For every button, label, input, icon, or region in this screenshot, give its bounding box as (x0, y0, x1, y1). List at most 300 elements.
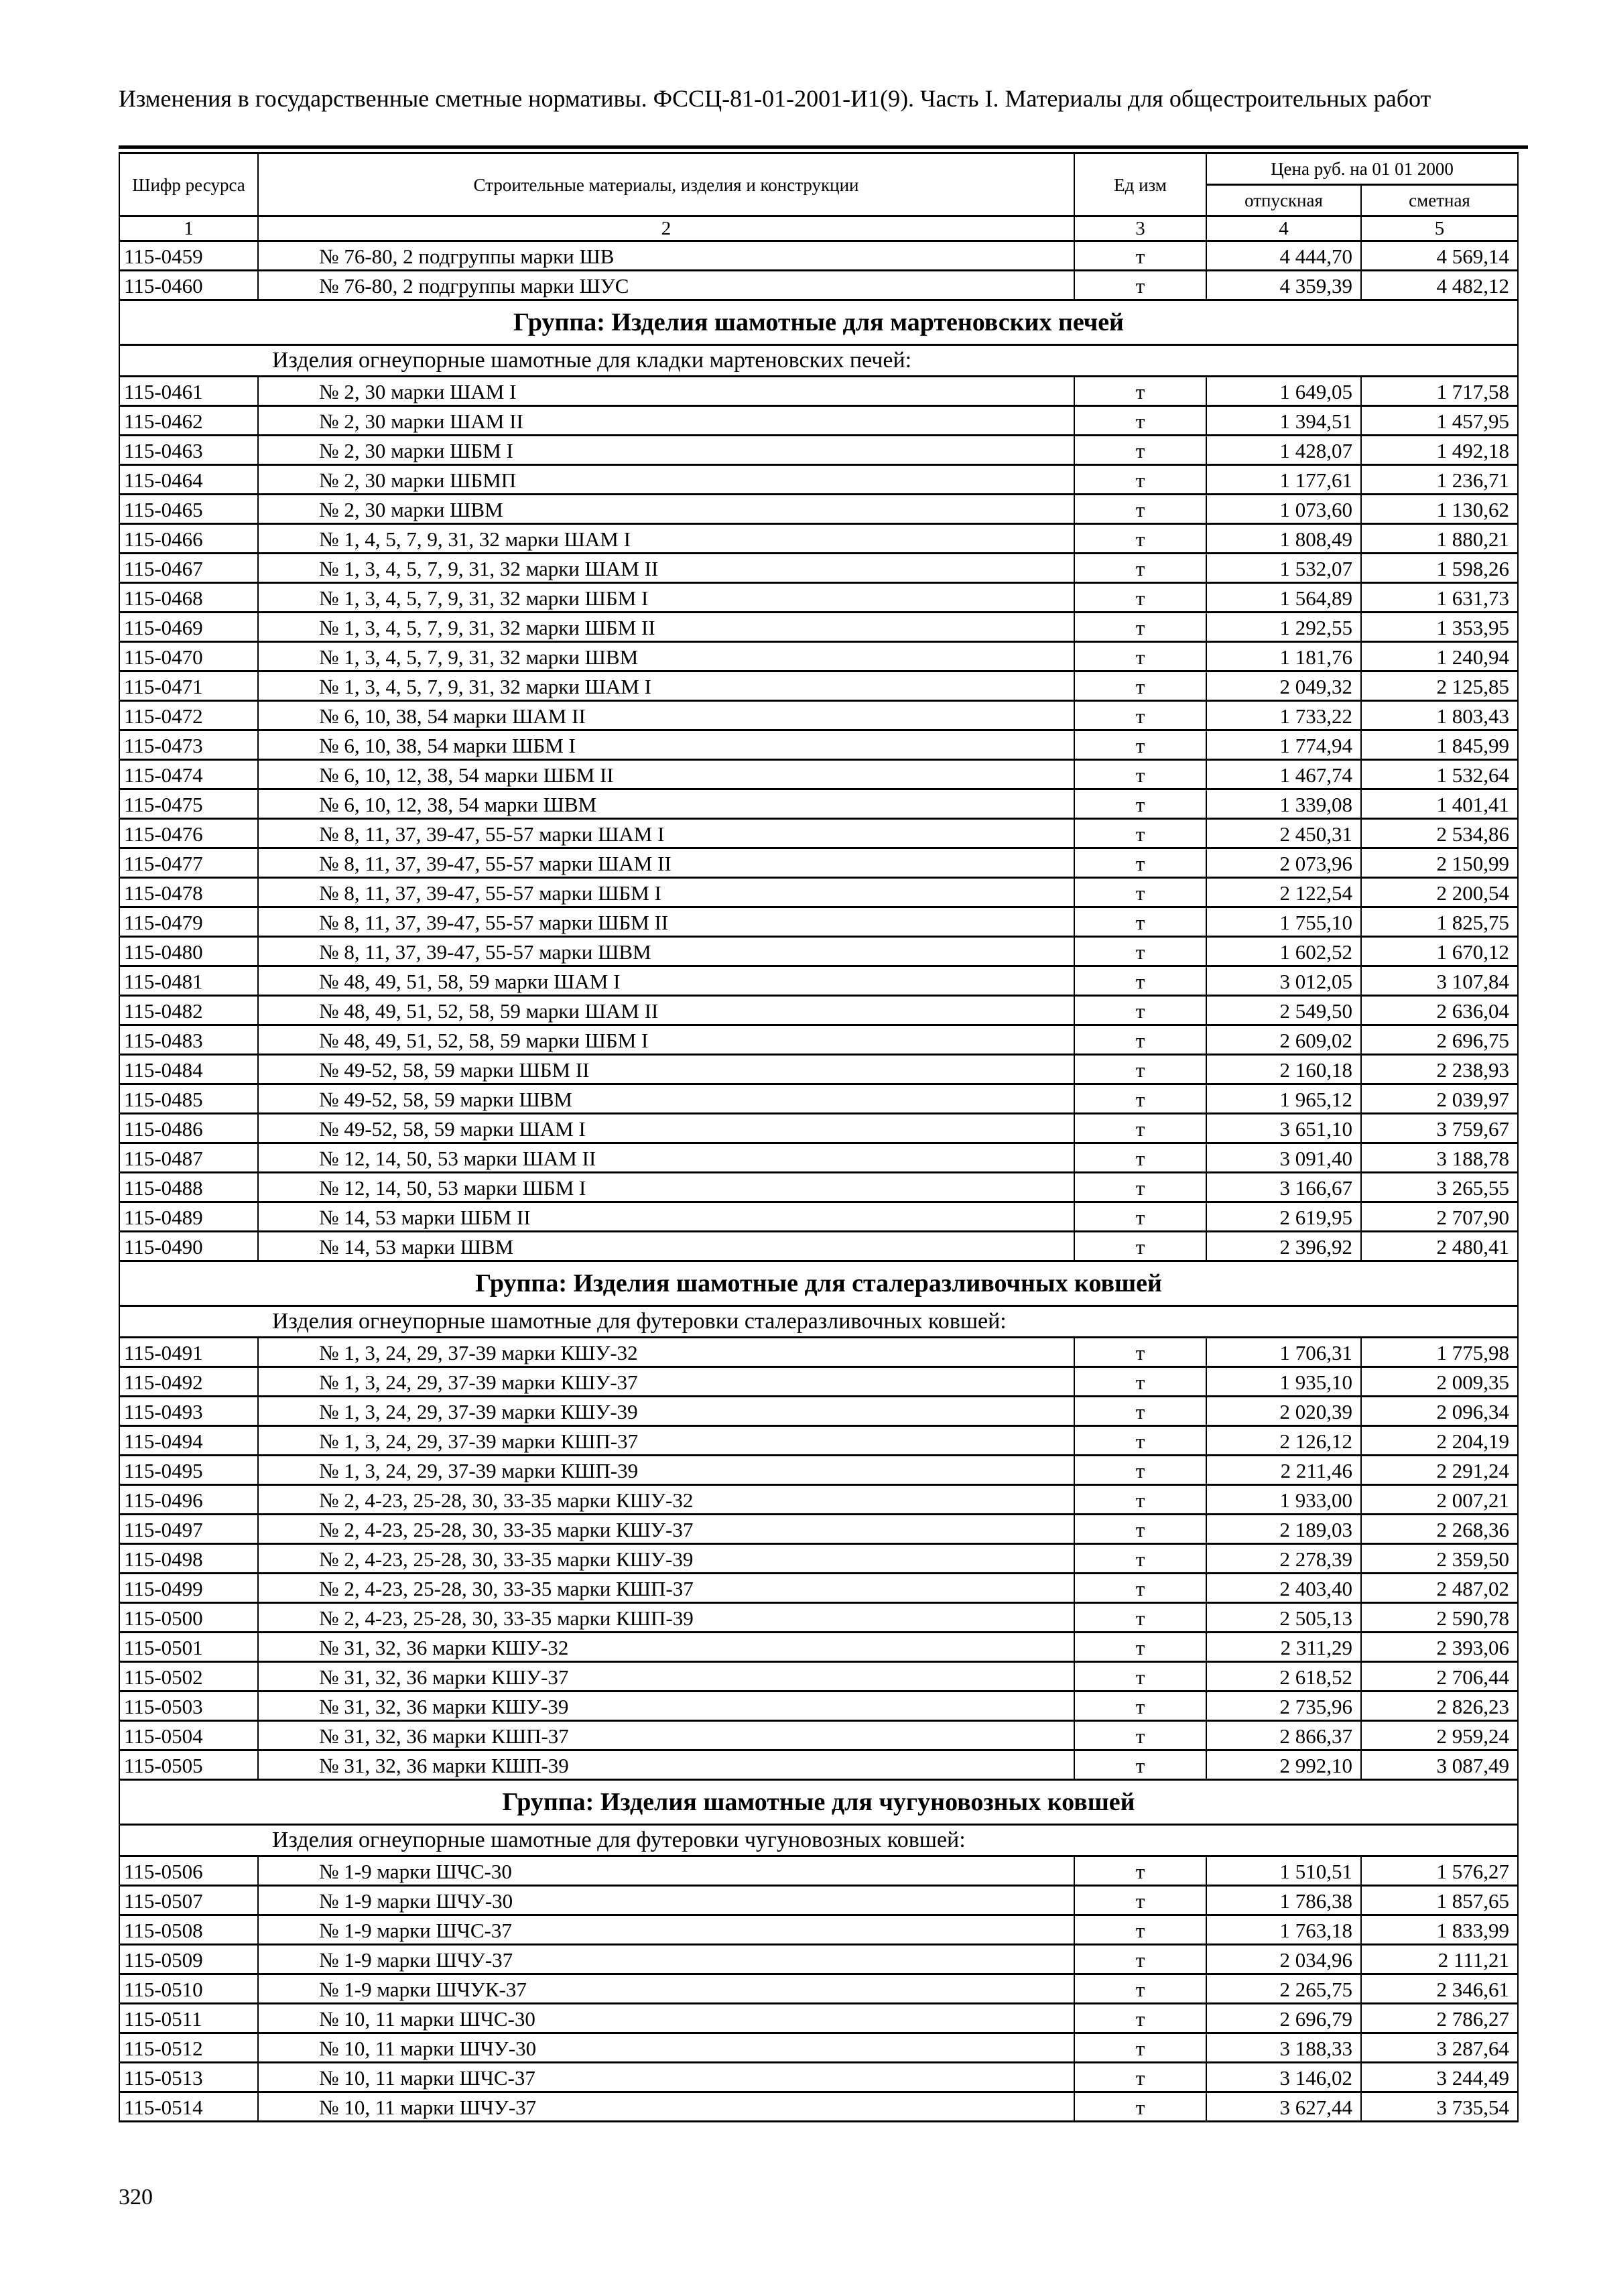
estimate-price: 2 534,86 (1361, 819, 1518, 848)
release-price: 2 403,40 (1206, 1574, 1361, 1603)
col-header-name: Строительные материалы, изделия и конструкции (258, 153, 1074, 216)
table-row (119, 1574, 1518, 1603)
release-price: 2 866,37 (1206, 1721, 1361, 1750)
material-name: № 1, 3, 4, 5, 7, 9, 31, 32 марки ШАМ II (258, 554, 1074, 583)
resource-code: 115-0483 (119, 1025, 258, 1055)
release-price: 1 933,00 (1206, 1485, 1361, 1515)
group-title: Группа: Изделия шамотные для сталеразливочных ковшей (119, 1261, 1518, 1306)
release-price: 3 651,10 (1206, 1114, 1361, 1143)
table-row (119, 819, 1518, 848)
material-name: № 2, 4-23, 25-28, 30, 33-35 марки КШП-39 (258, 1603, 1074, 1633)
table-row (119, 1025, 1518, 1055)
estimate-price: 1 130,62 (1361, 495, 1518, 524)
estimate-price: 2 393,06 (1361, 1633, 1518, 1662)
resource-code: 115-0462 (119, 406, 258, 436)
table-row (119, 2092, 1518, 2122)
estimate-price: 2 359,50 (1361, 1544, 1518, 1574)
estimate-price: 2 291,24 (1361, 1456, 1518, 1485)
table-row (119, 241, 1518, 271)
unit: т (1074, 1367, 1206, 1397)
material-name: № 1, 3, 24, 29, 37-39 марки КШП-37 (258, 1426, 1074, 1456)
material-name: № 1-9 марки ШЧС-30 (258, 1856, 1074, 1886)
material-name: № 1, 3, 4, 5, 7, 9, 31, 32 марки ШВМ (258, 642, 1074, 672)
material-name: № 2, 30 марки ШАМ I (258, 377, 1074, 406)
unit: т (1074, 1886, 1206, 1915)
resource-code: 115-0485 (119, 1084, 258, 1114)
resource-code: 115-0498 (119, 1544, 258, 1574)
unit: т (1074, 1633, 1206, 1662)
material-name: № 31, 32, 36 марки КШП-39 (258, 1750, 1074, 1780)
page-number: 320 (119, 2185, 153, 2210)
table-row (119, 789, 1518, 819)
estimate-price: 3 087,49 (1361, 1750, 1518, 1780)
release-price: 1 467,74 (1206, 760, 1361, 789)
release-price: 1 339,08 (1206, 789, 1361, 819)
resource-code: 115-0463 (119, 436, 258, 465)
resource-code: 115-0509 (119, 1945, 258, 1974)
resource-code: 115-0490 (119, 1232, 258, 1261)
estimate-price: 3 735,54 (1361, 2092, 1518, 2122)
release-price: 1 532,07 (1206, 554, 1361, 583)
table-row (119, 495, 1518, 524)
material-name: № 2, 30 марки ШАМ II (258, 406, 1074, 436)
material-name: № 31, 32, 36 марки КШУ-37 (258, 1662, 1074, 1692)
subgroup-row (119, 1306, 1518, 1338)
table-row (119, 271, 1518, 300)
estimate-price: 2 204,19 (1361, 1426, 1518, 1456)
estimate-price: 1 775,98 (1361, 1338, 1518, 1367)
material-name: № 8, 11, 37, 39-47, 55-57 марки ШБМ I (258, 878, 1074, 907)
material-name: № 48, 49, 51, 52, 58, 59 марки ШБМ I (258, 1025, 1074, 1055)
material-name: № 2, 4-23, 25-28, 30, 33-35 марки КШУ-37 (258, 1515, 1074, 1544)
material-name: № 1, 3, 24, 29, 37-39 марки КШП-39 (258, 1456, 1074, 1485)
resource-code: 115-0476 (119, 819, 258, 848)
release-price: 1 073,60 (1206, 495, 1361, 524)
unit: т (1074, 1750, 1206, 1780)
release-price: 3 091,40 (1206, 1143, 1361, 1173)
material-name: № 1, 3, 4, 5, 7, 9, 31, 32 марки ШБМ II (258, 613, 1074, 642)
unit: т (1074, 583, 1206, 613)
table-row (119, 436, 1518, 465)
table-row (119, 1367, 1518, 1397)
unit: т (1074, 1232, 1206, 1261)
resource-code: 115-0480 (119, 937, 258, 966)
estimate-price: 2 696,75 (1361, 1025, 1518, 1055)
col-header-estimate-price: сметная (1361, 185, 1518, 216)
release-price: 1 181,76 (1206, 642, 1361, 672)
material-name: № 1-9 марки ШЧУ-30 (258, 1886, 1074, 1915)
unit: т (1074, 642, 1206, 672)
release-price: 2 034,96 (1206, 1945, 1361, 1974)
material-name: № 2, 30 марки ШБМП (258, 465, 1074, 495)
group-title: Группа: Изделия шамотные для мартеновских печей (119, 300, 1518, 345)
release-price: 1 649,05 (1206, 377, 1361, 406)
unit: т (1074, 1025, 1206, 1055)
resource-code: 115-0506 (119, 1856, 258, 1886)
unit: т (1074, 1084, 1206, 1114)
release-price: 3 188,33 (1206, 2033, 1361, 2063)
estimate-price: 3 107,84 (1361, 966, 1518, 996)
estimate-price: 2 707,90 (1361, 1202, 1518, 1232)
resource-code: 115-0481 (119, 966, 258, 996)
unit: т (1074, 1143, 1206, 1173)
release-price: 2 396,92 (1206, 1232, 1361, 1261)
release-price: 2 122,54 (1206, 878, 1361, 907)
table-row (119, 583, 1518, 613)
estimate-price: 2 125,85 (1361, 672, 1518, 701)
release-price: 1 774,94 (1206, 730, 1361, 760)
material-name: № 2, 4-23, 25-28, 30, 33-35 марки КШП-37 (258, 1574, 1074, 1603)
unit: т (1074, 554, 1206, 583)
unit: т (1074, 996, 1206, 1025)
resource-code: 115-0479 (119, 907, 258, 937)
resource-code: 115-0474 (119, 760, 258, 789)
table-row (119, 907, 1518, 937)
material-name: № 10, 11 марки ШЧУ-30 (258, 2033, 1074, 2063)
table-row (119, 554, 1518, 583)
estimate-price: 2 111,21 (1361, 1945, 1518, 1974)
material-name: № 76-80, 2 подгруппы марки ШВ (258, 241, 1074, 271)
material-name: № 14, 53 марки ШВМ (258, 1232, 1074, 1261)
resource-code: 115-0468 (119, 583, 258, 613)
estimate-price: 1 833,99 (1361, 1915, 1518, 1945)
resource-code: 115-0478 (119, 878, 258, 907)
table-row (119, 642, 1518, 672)
estimate-price: 1 353,95 (1361, 613, 1518, 642)
unit: т (1074, 701, 1206, 730)
unit: т (1074, 937, 1206, 966)
material-name: № 48, 49, 51, 52, 58, 59 марки ШАМ II (258, 996, 1074, 1025)
resource-code: 115-0460 (119, 271, 258, 300)
unit: т (1074, 1915, 1206, 1945)
unit: т (1074, 730, 1206, 760)
material-name: № 8, 11, 37, 39-47, 55-57 марки ШАМ II (258, 848, 1074, 878)
resource-code: 115-0493 (119, 1397, 258, 1426)
estimate-price: 1 880,21 (1361, 524, 1518, 554)
subgroup-title: Изделия огнеупорные шамотные для кладки мартеновских печей: (119, 345, 1518, 377)
release-price: 2 735,96 (1206, 1692, 1361, 1721)
table-row (119, 1114, 1518, 1143)
estimate-price: 2 009,35 (1361, 1367, 1518, 1397)
release-price: 1 602,52 (1206, 937, 1361, 966)
material-name: № 12, 14, 50, 53 марки ШБМ I (258, 1173, 1074, 1202)
resource-code: 115-0461 (119, 377, 258, 406)
estimate-price: 3 287,64 (1361, 2033, 1518, 2063)
resource-code: 115-0514 (119, 2092, 258, 2122)
table-row (119, 1055, 1518, 1084)
material-name: № 1, 3, 24, 29, 37-39 марки КШУ-37 (258, 1367, 1074, 1397)
unit: т (1074, 1173, 1206, 1202)
material-name: № 10, 11 марки ШЧС-37 (258, 2063, 1074, 2092)
table-row (119, 1232, 1518, 1261)
estimate-price: 2 007,21 (1361, 1485, 1518, 1515)
resource-code: 115-0508 (119, 1915, 258, 1945)
material-name: № 2, 4-23, 25-28, 30, 33-35 марки КШУ-32 (258, 1485, 1074, 1515)
release-price: 1 510,51 (1206, 1856, 1361, 1886)
unit: т (1074, 848, 1206, 878)
table-row (119, 1662, 1518, 1692)
unit: т (1074, 1515, 1206, 1544)
unit: т (1074, 377, 1206, 406)
release-price: 2 549,50 (1206, 996, 1361, 1025)
material-name: № 76-80, 2 подгруппы марки ШУС (258, 271, 1074, 300)
release-price: 1 292,55 (1206, 613, 1361, 642)
resource-code: 115-0477 (119, 848, 258, 878)
estimate-price: 2 238,93 (1361, 1055, 1518, 1084)
release-price: 2 160,18 (1206, 1055, 1361, 1084)
unit: т (1074, 1426, 1206, 1456)
unit: т (1074, 1456, 1206, 1485)
material-name: № 2, 4-23, 25-28, 30, 33-35 марки КШУ-39 (258, 1544, 1074, 1574)
release-price: 2 618,52 (1206, 1662, 1361, 1692)
estimate-price: 1 857,65 (1361, 1886, 1518, 1915)
subgroup-title: Изделия огнеупорные шамотные для футеровки сталеразливочных ковшей: (119, 1306, 1518, 1338)
material-name: № 49-52, 58, 59 марки ШВМ (258, 1084, 1074, 1114)
resource-code: 115-0489 (119, 1202, 258, 1232)
estimate-price: 3 188,78 (1361, 1143, 1518, 1173)
estimate-price: 2 826,23 (1361, 1692, 1518, 1721)
unit: т (1074, 2063, 1206, 2092)
table-row (119, 1202, 1518, 1232)
release-price: 2 189,03 (1206, 1515, 1361, 1544)
table-row (119, 465, 1518, 495)
resource-code: 115-0500 (119, 1603, 258, 1633)
release-price: 2 992,10 (1206, 1750, 1361, 1780)
material-name: № 8, 11, 37, 39-47, 55-57 марки ШБМ II (258, 907, 1074, 937)
table-row (119, 760, 1518, 789)
release-price: 4 359,39 (1206, 271, 1361, 300)
material-name: № 1, 3, 24, 29, 37-39 марки КШУ-39 (258, 1397, 1074, 1426)
estimate-price: 2 039,97 (1361, 1084, 1518, 1114)
table-row (119, 1692, 1518, 1721)
unit: т (1074, 1397, 1206, 1426)
resource-code: 115-0513 (119, 2063, 258, 2092)
estimate-price: 1 845,99 (1361, 730, 1518, 760)
estimate-price: 2 268,36 (1361, 1515, 1518, 1544)
resource-code: 115-0464 (119, 465, 258, 495)
resource-code: 115-0482 (119, 996, 258, 1025)
resource-code: 115-0502 (119, 1662, 258, 1692)
unit: т (1074, 524, 1206, 554)
material-name: № 1-9 марки ШЧУ-37 (258, 1945, 1074, 1974)
unit: т (1074, 1856, 1206, 1886)
resource-code: 115-0471 (119, 672, 258, 701)
estimate-price: 2 346,61 (1361, 1974, 1518, 2004)
resource-code: 115-0459 (119, 241, 258, 271)
subgroup-row (119, 1825, 1518, 1856)
estimate-price: 1 576,27 (1361, 1856, 1518, 1886)
estimate-price: 2 200,54 (1361, 878, 1518, 907)
table-row (119, 613, 1518, 642)
resource-code: 115-0507 (119, 1886, 258, 1915)
resource-code: 115-0512 (119, 2033, 258, 2063)
material-name: № 6, 10, 12, 38, 54 марки ШБМ II (258, 760, 1074, 789)
release-price: 1 786,38 (1206, 1886, 1361, 1915)
material-name: № 6, 10, 38, 54 марки ШБМ I (258, 730, 1074, 760)
unit: т (1074, 672, 1206, 701)
table-row (119, 848, 1518, 878)
table-row (119, 878, 1518, 907)
group-row (119, 1261, 1518, 1306)
group-row (119, 1780, 1518, 1825)
release-price: 1 755,10 (1206, 907, 1361, 937)
material-name: № 1, 4, 5, 7, 9, 31, 32 марки ШАМ I (258, 524, 1074, 554)
release-price: 2 073,96 (1206, 848, 1361, 878)
material-name: № 14, 53 марки ШБМ II (258, 1202, 1074, 1232)
unit: т (1074, 819, 1206, 848)
estimate-price: 1 532,64 (1361, 760, 1518, 789)
table-row (119, 377, 1518, 406)
release-price: 1 706,31 (1206, 1338, 1361, 1367)
estimate-price: 3 759,67 (1361, 1114, 1518, 1143)
table-row (119, 2033, 1518, 2063)
resource-code: 115-0496 (119, 1485, 258, 1515)
estimate-price: 2 959,24 (1361, 1721, 1518, 1750)
resource-code: 115-0504 (119, 1721, 258, 1750)
resource-code: 115-0469 (119, 613, 258, 642)
resource-code: 115-0472 (119, 701, 258, 730)
header-rule (119, 145, 1528, 149)
table-row (119, 1633, 1518, 1662)
material-name: № 49-52, 58, 59 марки ШБМ II (258, 1055, 1074, 1084)
material-name: № 1, 3, 24, 29, 37-39 марки КШУ-32 (258, 1338, 1074, 1367)
material-name: № 49-52, 58, 59 марки ШАМ I (258, 1114, 1074, 1143)
resource-code: 115-0510 (119, 1974, 258, 2004)
table-row (119, 1397, 1518, 1426)
table-row (119, 1485, 1518, 1515)
table-row (119, 1856, 1518, 1886)
table-row (119, 1603, 1518, 1633)
unit: т (1074, 878, 1206, 907)
resource-code: 115-0487 (119, 1143, 258, 1173)
resource-code: 115-0497 (119, 1515, 258, 1544)
unit: т (1074, 1662, 1206, 1692)
unit: т (1074, 1055, 1206, 1084)
estimate-price: 4 482,12 (1361, 271, 1518, 300)
resource-code: 115-0466 (119, 524, 258, 554)
estimate-price: 1 803,43 (1361, 701, 1518, 730)
resource-code: 115-0499 (119, 1574, 258, 1603)
resource-code: 115-0494 (119, 1426, 258, 1456)
material-name: № 6, 10, 12, 38, 54 марки ШВМ (258, 789, 1074, 819)
table-row (119, 1721, 1518, 1750)
resource-code: 115-0501 (119, 1633, 258, 1662)
col-header-release-price: отпускная (1206, 185, 1361, 216)
unit: т (1074, 1603, 1206, 1633)
group-row (119, 300, 1518, 345)
estimate-price: 1 825,75 (1361, 907, 1518, 937)
release-price: 1 394,51 (1206, 406, 1361, 436)
col-number: 4 (1206, 216, 1361, 241)
unit: т (1074, 1574, 1206, 1603)
table-row (119, 2063, 1518, 2092)
material-name: № 2, 30 марки ШБМ I (258, 436, 1074, 465)
release-price: 2 211,46 (1206, 1456, 1361, 1485)
table-row (119, 996, 1518, 1025)
estimate-price: 3 265,55 (1361, 1173, 1518, 1202)
release-price: 2 696,79 (1206, 2004, 1361, 2033)
group-title: Группа: Изделия шамотные для чугуновозных ковшей (119, 1780, 1518, 1825)
resource-code: 115-0465 (119, 495, 258, 524)
material-name: № 10, 11 марки ШЧУ-37 (258, 2092, 1074, 2122)
col-number: 2 (258, 216, 1074, 241)
table-row (119, 1886, 1518, 1915)
unit: т (1074, 613, 1206, 642)
estimate-price: 2 636,04 (1361, 996, 1518, 1025)
release-price: 2 278,39 (1206, 1544, 1361, 1574)
table-row (119, 1544, 1518, 1574)
material-name: № 8, 11, 37, 39-47, 55-57 марки ШАМ I (258, 819, 1074, 848)
unit: т (1074, 465, 1206, 495)
price-table (119, 152, 1519, 2122)
material-name: № 1-9 марки ШЧУК-37 (258, 1974, 1074, 2004)
resource-code: 115-0503 (119, 1692, 258, 1721)
material-name: № 10, 11 марки ШЧС-30 (258, 2004, 1074, 2033)
col-number: 3 (1074, 216, 1206, 241)
material-name: № 6, 10, 38, 54 марки ШАМ II (258, 701, 1074, 730)
unit: т (1074, 2033, 1206, 2063)
unit: т (1074, 436, 1206, 465)
estimate-price: 2 480,41 (1361, 1232, 1518, 1261)
table-row (119, 1515, 1518, 1544)
col-header-code: Шифр ресурса (119, 153, 258, 216)
material-name: № 31, 32, 36 марки КШУ-39 (258, 1692, 1074, 1721)
resource-code: 115-0505 (119, 1750, 258, 1780)
release-price: 1 935,10 (1206, 1367, 1361, 1397)
material-name: № 1-9 марки ШЧС-37 (258, 1915, 1074, 1945)
subgroup-title: Изделия огнеупорные шамотные для футеровки чугуновозных ковшей: (119, 1825, 1518, 1856)
unit: т (1074, 1202, 1206, 1232)
resource-code: 115-0495 (119, 1456, 258, 1485)
release-price: 2 311,29 (1206, 1633, 1361, 1662)
table-row (119, 966, 1518, 996)
estimate-price: 1 240,94 (1361, 642, 1518, 672)
material-name: № 8, 11, 37, 39-47, 55-57 марки ШВМ (258, 937, 1074, 966)
release-price: 1 428,07 (1206, 436, 1361, 465)
table-row (119, 701, 1518, 730)
table-row (119, 1750, 1518, 1780)
table-body (119, 241, 1518, 2122)
estimate-price: 2 786,27 (1361, 2004, 1518, 2033)
material-name: № 1, 3, 4, 5, 7, 9, 31, 32 марки ШБМ I (258, 583, 1074, 613)
material-name: № 2, 30 марки ШВМ (258, 495, 1074, 524)
resource-code: 115-0491 (119, 1338, 258, 1367)
estimate-price: 2 487,02 (1361, 1574, 1518, 1603)
release-price: 2 126,12 (1206, 1426, 1361, 1456)
unit: т (1074, 2004, 1206, 2033)
unit: т (1074, 271, 1206, 300)
table-row (119, 1456, 1518, 1485)
resource-code: 115-0488 (119, 1173, 258, 1202)
table-row (119, 524, 1518, 554)
material-name: № 31, 32, 36 марки КШУ-32 (258, 1633, 1074, 1662)
estimate-price: 2 096,34 (1361, 1397, 1518, 1426)
table-row (119, 730, 1518, 760)
material-name: № 12, 14, 50, 53 марки ШАМ II (258, 1143, 1074, 1173)
resource-code: 115-0475 (119, 789, 258, 819)
table-row (119, 1426, 1518, 1456)
release-price: 3 012,05 (1206, 966, 1361, 996)
material-name: № 1, 3, 4, 5, 7, 9, 31, 32 марки ШАМ I (258, 672, 1074, 701)
table-row (119, 1084, 1518, 1114)
estimate-price: 1 631,73 (1361, 583, 1518, 613)
document-title: Изменения в государственные сметные нормативы. ФССЦ-81-01-2001-И1(9). Часть I. Материалы для общестроительных работ (119, 85, 1431, 112)
estimate-price: 1 492,18 (1361, 436, 1518, 465)
unit: т (1074, 2092, 1206, 2122)
resource-code: 115-0470 (119, 642, 258, 672)
release-price: 2 265,75 (1206, 1974, 1361, 2004)
material-name: № 31, 32, 36 марки КШП-37 (258, 1721, 1074, 1750)
